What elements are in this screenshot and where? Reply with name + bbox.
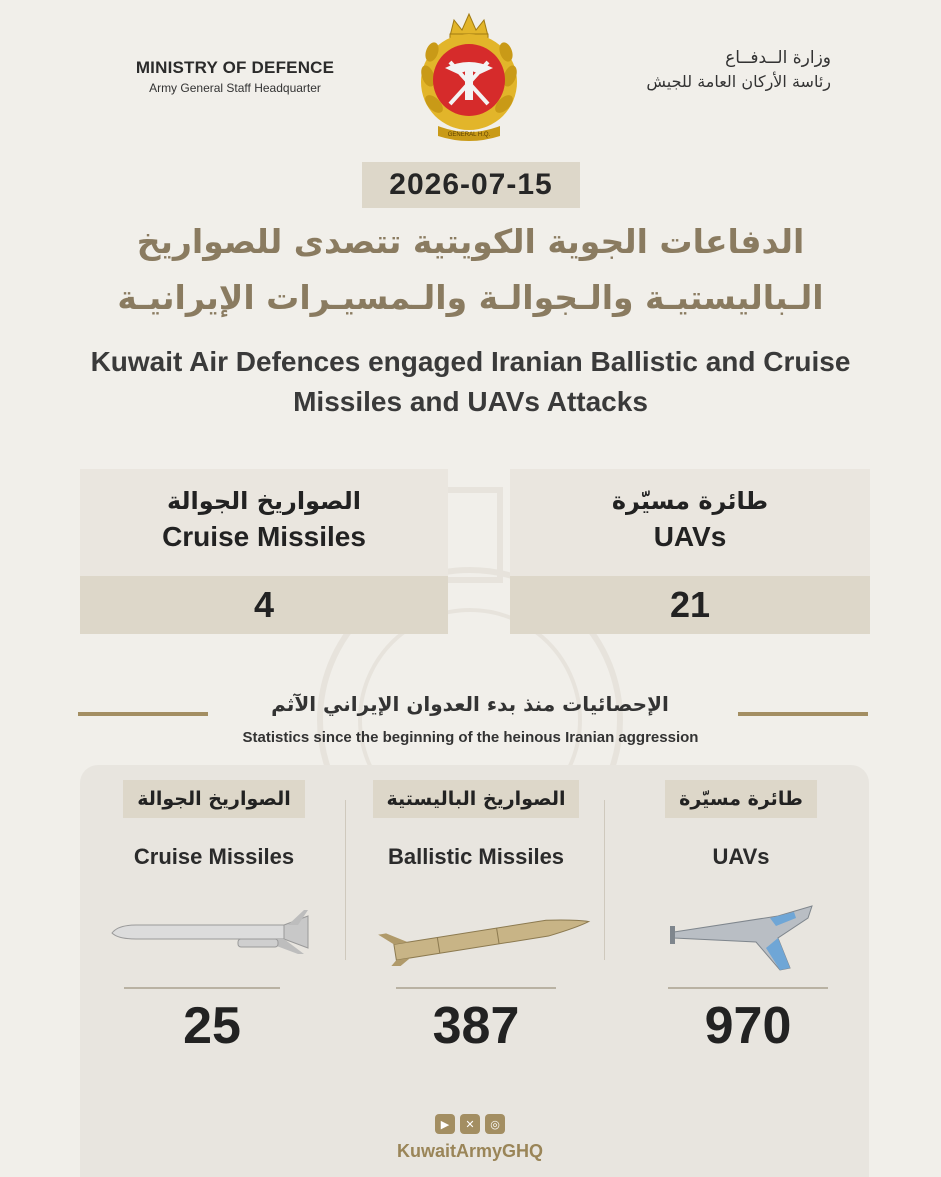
cumulative-uav-count: 970: [704, 997, 792, 1055]
today-cruise-card: [80, 469, 448, 634]
header-english: [60, 58, 410, 95]
divider-left: [78, 712, 208, 716]
ballistic-rule: [396, 987, 556, 989]
drone-icon: [670, 898, 818, 974]
cumulative-uav-label-ar: طائرة مسيّرة: [665, 780, 817, 818]
hq-name-en: Army General Staff Headquarter: [149, 81, 321, 95]
social-handle[interactable]: KuwaitArmyGHQ: [396, 1141, 544, 1161]
cumulative-cruise-count: 25: [183, 997, 241, 1055]
cumulative-ballistic-label-ar: الصواريخ الباليستية: [373, 780, 580, 818]
emblem-caption: GENERAL H.Q.: [447, 132, 491, 138]
today-cruise-label-en: Cruise Missiles: [162, 521, 366, 552]
cumulative-cruise-column: [96, 780, 332, 870]
cumulative-cruise-label-en: Cruise Missiles: [133, 844, 295, 869]
today-uav-label-ar: طائرة مسيّرة: [611, 487, 769, 515]
headline-ar-line1: الدفاعات الجوية الكويتية تتصدى للصواريخ: [136, 222, 805, 261]
cumulative-uav-label-en: UAVs: [712, 844, 770, 869]
divider-right: [738, 712, 868, 716]
stats-title-en: Statistics since the beginning of the heinous Iranian aggression: [242, 729, 699, 746]
cumulative-ballistic-column: [356, 780, 596, 870]
column-divider: [345, 800, 346, 960]
army-emblem-logo: [410, 6, 528, 146]
headline-ar-line2: الـباليستيـة والـجوالـة والـمسيـرات الإيرانيـة: [117, 278, 824, 317]
header-arabic: [571, 48, 831, 91]
today-cruise-count: 4: [80, 576, 448, 634]
cumulative-ballistic-count: 387: [432, 997, 520, 1055]
cumulative-uav-column: [630, 780, 852, 870]
instagram-icon[interactable]: ◎: [485, 1114, 505, 1134]
x-icon[interactable]: ✕: [460, 1114, 480, 1134]
column-divider: [604, 800, 605, 960]
today-cruise-label-ar: الصواريخ الجوالة: [166, 487, 361, 515]
cumulative-ballistic-label-en: Ballistic Missiles: [387, 844, 565, 869]
cruise-rule: [124, 987, 280, 989]
uav-rule: [668, 987, 828, 989]
ballistic-missile-icon: [378, 910, 592, 966]
ministry-name-ar: وزارة الــدفــاع: [725, 48, 831, 68]
cumulative-cruise-label-ar: الصواريخ الجوالة: [123, 780, 305, 818]
today-uav-card: [510, 469, 870, 634]
ministry-name-en: MINISTRY OF DEFENCE: [135, 58, 335, 77]
report-date: 2026-07-15: [362, 162, 580, 208]
today-uav-count: 21: [510, 576, 870, 634]
headline-en: Kuwait Air Defences engaged Iranian Ballistic and Cruise Missiles and UAVs Attacks: [90, 346, 851, 417]
youtube-icon[interactable]: ▶: [435, 1114, 455, 1134]
social-icons: [420, 1114, 520, 1134]
cruise-missile-icon: [108, 908, 312, 958]
hq-name-ar: رئاسة الأركان العامة للجيش: [646, 72, 831, 91]
today-uav-label-en: UAVs: [653, 521, 727, 552]
stats-title-ar: الإحصائيات منذ بدء العدوان الإيراني الآثم: [271, 692, 669, 716]
